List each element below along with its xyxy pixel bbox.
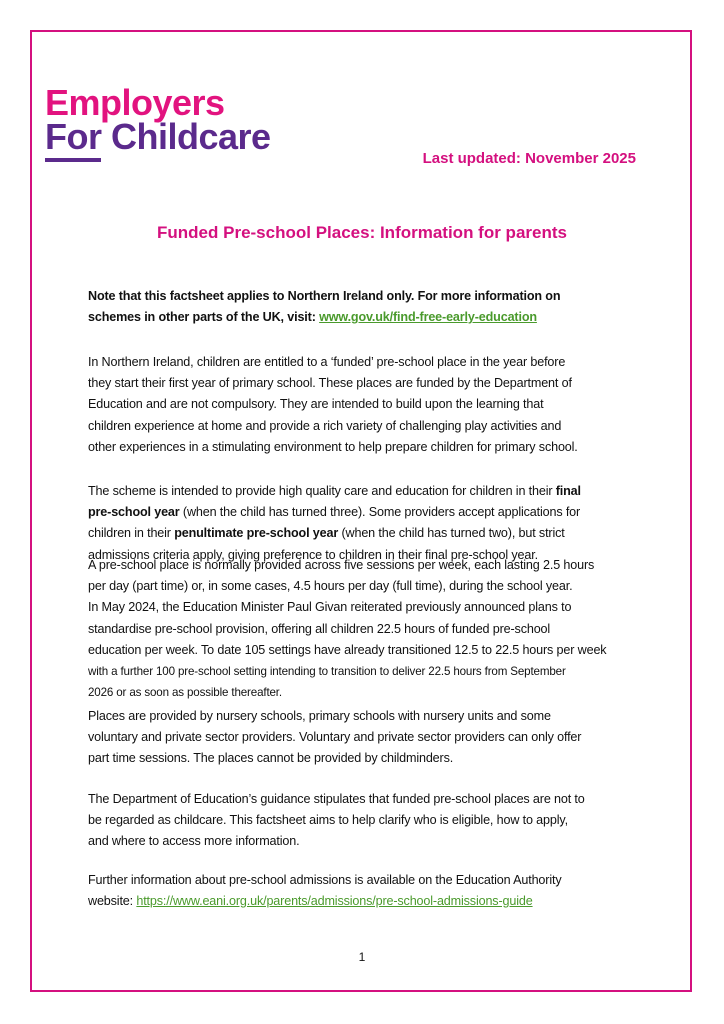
logo-line-2: For Childcare [45, 116, 271, 157]
text-segment: The Department of Education’s guidance stipulates that funded pre-school places are not to [88, 792, 585, 806]
text-line [88, 555, 606, 576]
text-line [88, 661, 606, 682]
text-segment: children experience at home and provide a rich variety of challenging play activities and [88, 418, 562, 433]
text-segment: Further information about pre-school admissions is available on the Education Authority [88, 873, 562, 887]
text-segment: admissions criteria apply, giving preference to children in their final pre-school year. [88, 547, 538, 562]
text-segment: Places are provided by nursery schools, primary schools with nursery units and some [88, 709, 551, 723]
web-link[interactable]: www.gov.uk/find-free-early-education [319, 310, 537, 325]
text-segment: voluntary and private sector providers. Voluntary and private sector providers can only offer [88, 730, 582, 745]
text-line [88, 891, 561, 912]
text-segment: penultimate pre-school year [174, 526, 339, 541]
text-line [88, 727, 581, 748]
text-line [88, 416, 578, 437]
text-line [88, 437, 578, 458]
last-updated: Last updated: November 2025 [422, 150, 636, 167]
text-line [88, 831, 585, 852]
text-segment: education per week. To date 105 settings have already transitioned 12.5 to 22.5 hours per week [88, 642, 607, 657]
text-line [88, 576, 606, 597]
text-segment: with a further 100 pre-school setting intending to transition to deliver 22.5 hours from September [88, 664, 566, 678]
text-segment: pre-school year [88, 505, 180, 520]
text-segment: website: [88, 894, 137, 909]
paragraph [88, 706, 581, 770]
text-segment: (when the child has turned three). Some providers accept applications for [179, 505, 581, 520]
text-line [88, 748, 581, 769]
text-segment: A pre-school place is normally provided across five sessions per week, each lasting 2.5 hours [88, 558, 595, 572]
text-segment: (when the child has turned two), but strict [338, 526, 565, 541]
text-segment: In Northern Ireland, children are entitled to a ‘funded’ pre-school place in the year before [88, 355, 566, 369]
text-line [88, 373, 578, 394]
logo-underline [45, 158, 101, 162]
text-line [88, 682, 606, 703]
text-segment: Education and are not compulsory. They are intended to build upon the learning that [88, 397, 544, 412]
text-line [88, 286, 560, 307]
text-line [88, 307, 560, 328]
text-line [88, 706, 581, 727]
text-line [88, 597, 606, 618]
text-segment: standardise pre-school provision, offering all children 22.5 hours of funded pre-school [88, 621, 551, 636]
text-line [88, 870, 561, 891]
paragraph [88, 286, 560, 328]
text-line [88, 619, 606, 640]
text-segment: schemes in other parts of the UK, visit: [88, 310, 320, 325]
logo-line-1: Employers [45, 82, 225, 123]
text-segment: part time sessions. The places cannot be provided by childminders. [88, 751, 454, 766]
text-segment: In May 2024, the Education Minister Paul Givan reiterated previously announced plans to [88, 600, 572, 615]
web-link[interactable]: https://www.eani.org.uk/parents/admissions/pre-school-admissions-guide [136, 894, 533, 909]
paragraph [88, 555, 606, 703]
text-segment: and where to access more information. [88, 834, 300, 849]
text-line [88, 523, 581, 544]
text-segment: Note that this factsheet applies to Northern Ireland only. For more information on [88, 289, 561, 303]
text-line [88, 789, 585, 810]
page-number: 1 [358, 950, 366, 964]
document-title: Funded Pre-school Places: Information for parents [157, 223, 567, 242]
paragraph [88, 352, 578, 458]
text-segment: be regarded as childcare. This factsheet aims to help clarify who is eligible, how to apply, [88, 813, 568, 828]
text-segment: The scheme is intended to provide high quality care and education for children in their [88, 484, 556, 498]
paragraph [88, 870, 561, 912]
paragraph [88, 481, 581, 566]
text-line [88, 640, 606, 661]
text-line [88, 352, 578, 373]
text-segment: they start their first year of primary school. These places are funded by the Department of [88, 376, 572, 391]
text-line [88, 394, 578, 415]
text-segment: per day (part time) or, in some cases, 4.5 hours per day (full time), during the school year. [88, 579, 573, 594]
text-segment: children in their [88, 526, 175, 541]
paragraph [88, 789, 585, 853]
employers-for-childcare-logo [45, 82, 271, 162]
text-segment: final [555, 484, 581, 498]
text-line [88, 810, 585, 831]
text-line [88, 481, 581, 502]
text-segment: other experiences in a stimulating environment to help prepare children for primary school. [88, 439, 578, 454]
text-line [88, 502, 581, 523]
text-segment: 2026 or as soon as possible thereafter. [88, 686, 282, 700]
